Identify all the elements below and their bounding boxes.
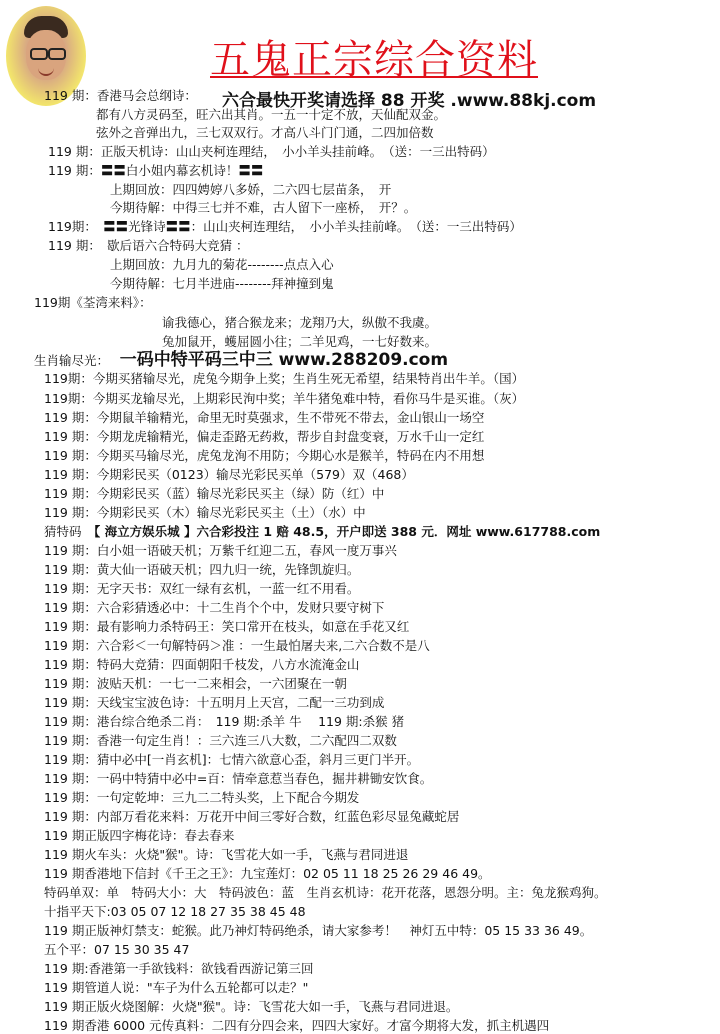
text-line xyxy=(48,144,495,160)
text-line xyxy=(44,448,484,464)
text-line xyxy=(44,942,189,958)
text-line xyxy=(44,486,384,502)
line-text: 119期：今期买龙输尽光，上期彩民洵中奖；羊牛猪兔难中特，看你马牛是买谁。（灰） xyxy=(44,391,525,406)
text-line xyxy=(34,352,448,369)
line-text: 119 期：今期鼠羊输精光，命里无时莫强求，生不带死不带去，金山银山一场空 xyxy=(44,410,485,425)
line-text: 119 期：一句定乾坤：三九二二特头奖，上下配合今期发 xyxy=(44,790,360,805)
text-line xyxy=(44,999,458,1015)
ad-line: 【 海立方娱乐城 】六合彩投注 1 赔 48.5，开户即送 388 元．网址 www.617788.com xyxy=(81,524,601,539)
line-text: 119 期：一码中特猜中必中=百：情牵意惹当春色，掘井耕锄安饮食。 xyxy=(44,771,433,786)
line-text: 119 期：香港马会总纲诗： xyxy=(44,88,197,103)
line-text: 119 期：〓〓白小姐内幕玄机诗！〓〓 xyxy=(48,163,264,178)
page-subtitle: 六合最快开奖请选择 88 开奖 .www.88kj.com xyxy=(222,91,597,111)
text-line xyxy=(48,238,249,254)
line-text: 119 期：波贴天机：一七一二来相会，一六团聚在一朝 xyxy=(44,676,347,691)
line-text: 119 期正版神灯禁支：蛇猴。此乃神灯特码绝杀，请大家参考！ 神灯五中特：05 15 33 36 49。 xyxy=(44,923,593,938)
text-line xyxy=(110,276,334,292)
text-line xyxy=(44,638,430,654)
line-text: 119 期：黄大仙一语破天机；四九归一统，先锋凯旋归。 xyxy=(44,562,360,577)
line-text: 119 期：港台综合绝杀二肖： 119 期:杀羊 牛 119 期:杀猴 猪 xyxy=(44,714,405,729)
line-text: 119 期：无字天书：双红一绿有玄机，一蓝一红不用看。 xyxy=(44,581,360,596)
line-text: 119 期香港地下信封《千王之王》：九宝莲灯：02 05 11 18 25 26 29 46 49。 xyxy=(44,866,491,881)
line-text: 119 期：今期彩民买（木）输尽光彩民买主（土）（水）中 xyxy=(44,505,366,520)
promo-line: 一码中特平码三中三 www.288209.com xyxy=(102,350,449,370)
line-text: 119 期管道人说："车子为什么五轮都可以走？" xyxy=(44,980,309,995)
line-text: 119期：今期买猪输尽光，虎兔今期争上奖；生肖生死无希望，结果特肖出牛羊。（国） xyxy=(44,371,525,386)
line-text: 119 期正版火烧图解：火烧"猴"。诗：飞雪花大如一手，飞燕与君同进退。 xyxy=(44,999,459,1014)
text-line xyxy=(44,847,408,863)
text-line xyxy=(44,714,404,730)
text-line xyxy=(44,371,524,387)
text-line xyxy=(96,125,434,141)
text-line xyxy=(44,543,397,559)
line-text: 上期回放：四四娉婷八多娇，二六四七层苗条， 开 xyxy=(110,182,392,197)
text-line xyxy=(162,315,437,331)
line-text: 119 期： 歇后语六合特码大竞猜 ： xyxy=(48,238,249,253)
text-line xyxy=(44,88,197,104)
text-line xyxy=(44,980,308,996)
line-text: 119 期：猜中必中[一肖玄机]：七情六欲意心歪，斜月三更门半开。 xyxy=(44,752,420,767)
text-line xyxy=(44,809,459,825)
line-text: 119 期：最有影响力杀特码王：笑口常开在枝头，如意在手花又红 xyxy=(44,619,410,634)
text-line xyxy=(44,467,414,483)
line-text: 119 期：六合彩＜一句解特码＞准 ：一生最怕屠夫来,二六合数不是八 xyxy=(44,638,430,653)
line-text: 今期待解：七月半进庙--------拜神撞到鬼 xyxy=(110,276,334,291)
line-text: 谕我德心，猪合猴龙来；龙翔乃大，纵傲不我虞。 xyxy=(162,315,438,330)
line-text: 119 期：特码大竞猜：四面朝阳千枝发，八方水流淹金山 xyxy=(44,657,360,672)
text-line xyxy=(44,429,484,445)
line-text: 十指平天下:03 05 07 12 18 27 35 38 45 48 xyxy=(44,904,306,919)
glasses-icon xyxy=(30,48,48,60)
text-line xyxy=(34,295,152,311)
line-text: 生肖输尽光： xyxy=(34,353,103,368)
text-line xyxy=(44,1018,549,1034)
line-text: 猜特码 xyxy=(44,524,82,539)
text-line xyxy=(44,923,592,939)
line-text: 都有八方灵码至，旺六出其肖。一五一十定不放，天仙配双金。 xyxy=(96,107,447,122)
text-line xyxy=(48,163,263,179)
line-text: 119 期：今期彩民买（蓝）输尽光彩民买主（绿）防（红）中 xyxy=(44,486,385,501)
line-text: 119 期：六合彩猜透必中：十二生肖个个中，发财只要守树下 xyxy=(44,600,385,615)
text-line xyxy=(44,828,234,844)
line-text: 119 期香港 6000 元传真料：二四有分四会来，四四大家好。才富今期将大发，抓主机遇四 xyxy=(44,1018,550,1033)
line-text: 119 期：今期龙虎输精光，偏走歪路无药救，帮步自封盘变衰，万水千山一定红 xyxy=(44,429,485,444)
line-text: 119 期：正版天机诗：山山夹柯连理结， 小小羊头挂前峰。 （送：一三出特码） xyxy=(48,144,495,159)
line-text: 119 期：白小姐一语破天机；万紫千红迎二五，春风一度万事兴 xyxy=(44,543,397,558)
line-text: 119 期：今期彩民买（0123）输尽光彩民买单（579）双（468） xyxy=(44,467,414,482)
text-line xyxy=(44,562,359,578)
text-line xyxy=(44,695,384,711)
text-line xyxy=(44,505,366,521)
line-text: 119期《荃湾来料》： xyxy=(34,295,152,310)
text-line xyxy=(44,771,432,787)
text-line xyxy=(44,581,359,597)
text-line xyxy=(44,790,359,806)
text-line xyxy=(110,182,391,198)
text-line xyxy=(44,657,359,673)
text-line xyxy=(44,904,306,920)
text-line xyxy=(44,619,409,635)
text-line xyxy=(48,219,522,235)
text-line xyxy=(44,524,600,540)
text-line xyxy=(44,600,384,616)
line-text: 119 期火车头：火烧"猴"。诗：飞雪花大如一手，飞燕与君同进退 xyxy=(44,847,409,862)
text-line xyxy=(162,334,437,350)
text-line xyxy=(44,866,491,882)
line-text: 特码单双：单 特码大小：大 特码波色：蓝 生肖玄机诗：花开花落，恩怨分明。主：兔龙猴鸡狗。 xyxy=(44,885,607,900)
line-text: 119 期：今期买马输尽光，虎兔龙洵不用防；今期心水是猴羊，特码在内不用想 xyxy=(44,448,485,463)
text-line xyxy=(110,200,416,216)
line-text: 上期回放：九月九的菊花--------点点入心 xyxy=(110,257,334,272)
line-text: 五个平：07 15 30 35 47 xyxy=(44,942,190,957)
text-line xyxy=(44,961,314,977)
page-title: 五鬼正宗综合资料 xyxy=(210,37,538,83)
line-text: 119 期：香港一句定生肖！：三六连三八大数，二六配四二双数 xyxy=(44,733,397,748)
line-text: 119 期正版四字梅花诗：春去春来 xyxy=(44,828,235,843)
line-text: 今期待解：中得三七并不难，古人留下一座桥， 开？。 xyxy=(110,200,417,215)
line-text: 119 期：天线宝宝波色诗：十五明月上天宫，二配一三功到成 xyxy=(44,695,385,710)
text-line xyxy=(96,107,446,123)
text-line xyxy=(44,752,419,768)
text-line xyxy=(44,885,607,901)
text-line xyxy=(44,733,397,749)
text-line xyxy=(44,676,347,692)
line-text: 119期： 〓〓光锋诗〓〓：山山夹柯连理结， 小小羊头挂前峰。 （送：一三出特码） xyxy=(48,219,522,234)
line-text: 119 期:香港第一手欲钱料：欲钱看西游记第三回 xyxy=(44,961,314,976)
line-text: 119 期：内部万看花来料：万花开中间三零好合数，红蓝色彩尽显兔藏蛇居 xyxy=(44,809,460,824)
line-text: 弦外之音弹出九，三七双双行。才高八斗门门通，二四加倍数 xyxy=(96,125,434,140)
line-text: 兔加鼠开，蠖屈圆小往；二羊见鸡，一七好数来。 xyxy=(162,334,438,349)
text-line xyxy=(44,391,524,407)
text-line xyxy=(44,410,484,426)
glasses-icon xyxy=(48,48,66,60)
text-line xyxy=(110,257,334,273)
